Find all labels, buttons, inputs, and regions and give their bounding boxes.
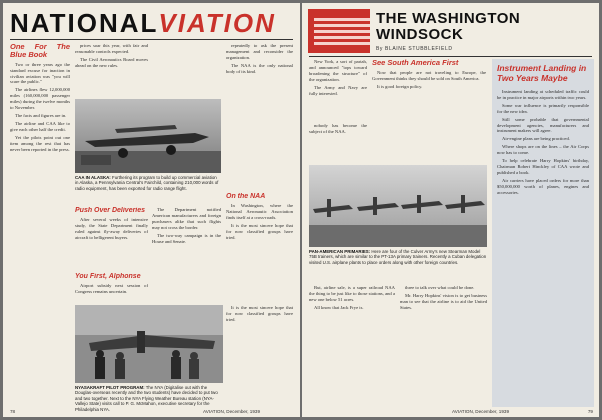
paragraph: repeatedly to ask the present management and reconsider the organization. xyxy=(226,43,293,60)
article-naa-cont xyxy=(226,305,293,405)
paragraph: Mr. Harry Hopkins' vision is to get business man to see that the airline is to aid the United States. xyxy=(400,292,487,310)
right-column-text xyxy=(226,43,293,193)
paragraph: In Washington, where the National Aeronautic Association finds itself at a cross-roads. xyxy=(226,203,293,221)
article-push-over-cont xyxy=(152,207,221,303)
magazine-issue: AVIATION, December, 1939 xyxy=(452,409,510,414)
column-text-4 xyxy=(400,285,487,403)
paragraph: The Department notified American manufacturers and foreign purchasers alike that such flights may not cross the border. xyxy=(152,207,221,230)
paragraph: After several weeks of intensive study, the State Department finally ruled against fly-away deliveries of aircraft to belligerent buyers. xyxy=(75,217,148,241)
paragraph: All know that Jack Frye is. xyxy=(314,304,364,310)
article-title: One For The Blue Book xyxy=(10,43,70,59)
paragraph: nobody has become the subject of the NAA. xyxy=(309,123,367,134)
article-push-over xyxy=(75,207,148,273)
article-alphonse xyxy=(75,273,148,303)
paragraph: It is the most sincere hope that for now classified groups have tried. xyxy=(226,223,293,240)
page-number: 78 xyxy=(10,409,16,414)
paragraph: Yet the pilots point out one item among the rest that has never been reported in the press. xyxy=(10,134,70,152)
masthead-title: NATIONALVIATION xyxy=(10,7,276,38)
paragraph: Air carriers have placed orders for more than $50,000,000 worth of planes, engines and accessories. xyxy=(497,177,589,195)
paragraph: Instrument landing at scheduled traffic could be in practice in major airports within two years. xyxy=(497,89,589,100)
sidebar-text xyxy=(497,89,589,401)
header-rule xyxy=(309,56,592,57)
magazine-issue: AVIATION, December, 1939 xyxy=(203,409,261,414)
photo-alaska-plane xyxy=(75,99,221,173)
paragraph: Air-engine plans are being practiced. xyxy=(502,136,570,142)
paragraph: prices soar this year, with fair and reasonable controls expected. xyxy=(75,43,148,54)
paragraph: But, airline sale, is a super railroad NAA the thing to be just like to those stations, and a new one below 51 acres. xyxy=(309,285,395,302)
paragraph: Some war influence is primarily responsible for the new idea. xyxy=(497,102,589,114)
column-title: THE WASHINGTON WINDSOCK xyxy=(376,10,521,43)
paragraph: Two or three years ago the standard excuse for inaction in civilian aviation was "you will scare the public." xyxy=(10,61,70,85)
article-title: See South America First xyxy=(372,59,459,67)
byline: By BLAINE STUBBLEFIELD xyxy=(376,46,453,52)
paragraph: The Civil Aeronautics Board moves ahead on the new rules. xyxy=(75,56,148,68)
column-text-3 xyxy=(309,285,395,403)
article-title: On the NAA xyxy=(226,193,266,200)
article-naa xyxy=(226,193,293,303)
paragraph: Now that people are not traveling to Europe, the Government thinks they should be sold on South America. xyxy=(372,69,486,81)
paragraph: The Army and Navy are fully interested. xyxy=(309,84,367,96)
paragraph: It is good foreign policy. xyxy=(377,83,423,89)
photo-caption-pilot: NYASAKRAFT PILOT PROGRAM: The NYA (Digitalise out with the Douglas-overseas recently and the two students) have decided to put two and two together. Next to the NYA Flying Weather Bureau station (NYA-Vallejo State) visits call to P. G. McMahon, executive secretary for the Philadelphia NYA. xyxy=(75,385,218,412)
masthead xyxy=(10,9,276,37)
article-see-south-america xyxy=(372,59,486,121)
photo-caption-stearman: PAN-AMERICAN PRIMARIES: Here are four of the Culver Army's new Stearman Model 75B trainers, which are similar to the PT-13A primary trainers. Recently a Cuban delegation visited U.S. airplane plants to place orders along with other foreign countries. xyxy=(309,249,487,265)
magazine-spread xyxy=(3,3,599,417)
paragraph: It is the most sincere hope that for now classified groups have tried. xyxy=(226,305,293,322)
photo-pilot-program xyxy=(75,305,223,383)
article-blue-book xyxy=(10,43,70,405)
sidebar-instrument-landing xyxy=(492,59,594,407)
left-page xyxy=(3,3,300,417)
photo-caption-alaska: CAA IN ALASKA: Furthering its program to build up commercial aviation in Alaska, a Pennsylvania Central's Fairchild, containing 210,000 words of radio equipment, has been exported for radio range flight. xyxy=(75,175,219,191)
paragraph: To help celebrate Harry Hopkins' birthday, Chairman Robert Hinckley of CAA wrote and published a book. xyxy=(497,158,589,175)
paragraph: The airline and CAA like to give each other half the credit. xyxy=(10,120,70,132)
column-text-2 xyxy=(309,123,367,163)
paragraph: The airlines flew 12,000,000 miles (160,000,000 passenger miles) during the twelve months to November. xyxy=(10,87,70,111)
sidebar-title: Instrument Landing in Two Years Maybe xyxy=(497,63,587,83)
middle-column-text xyxy=(75,43,148,97)
paragraph: The facts and figures are in. xyxy=(15,113,67,118)
paragraph: The two-way campaign is in the House and Senate. xyxy=(152,232,221,244)
page-number: 79 xyxy=(587,409,593,414)
paragraph: Still some probable that governmental development agencies, manufacturers and instrument makers will agree. xyxy=(497,116,589,134)
masthead-rule xyxy=(10,39,293,40)
paragraph: Airport subsidy next session of Congress remains uncertain. xyxy=(75,283,148,295)
paragraph: New York, a sort of pariah, and announced "tops toward broadening the structure" of the organization. xyxy=(309,59,367,82)
paragraph: Where shops are on the lines – the Air Corps now has to come. xyxy=(497,144,589,156)
article-title: You First, Alphonse xyxy=(75,273,141,280)
windsock-logo xyxy=(308,9,370,53)
paragraph: three to talk over what could be done. xyxy=(405,285,475,290)
right-page xyxy=(302,3,599,417)
photo-stearman-trainers xyxy=(309,165,487,247)
column-text-1 xyxy=(309,59,367,121)
article-title: Push Over Deliveries xyxy=(75,207,146,214)
paragraph: The NAA is the only national body of its kind. xyxy=(226,62,293,74)
